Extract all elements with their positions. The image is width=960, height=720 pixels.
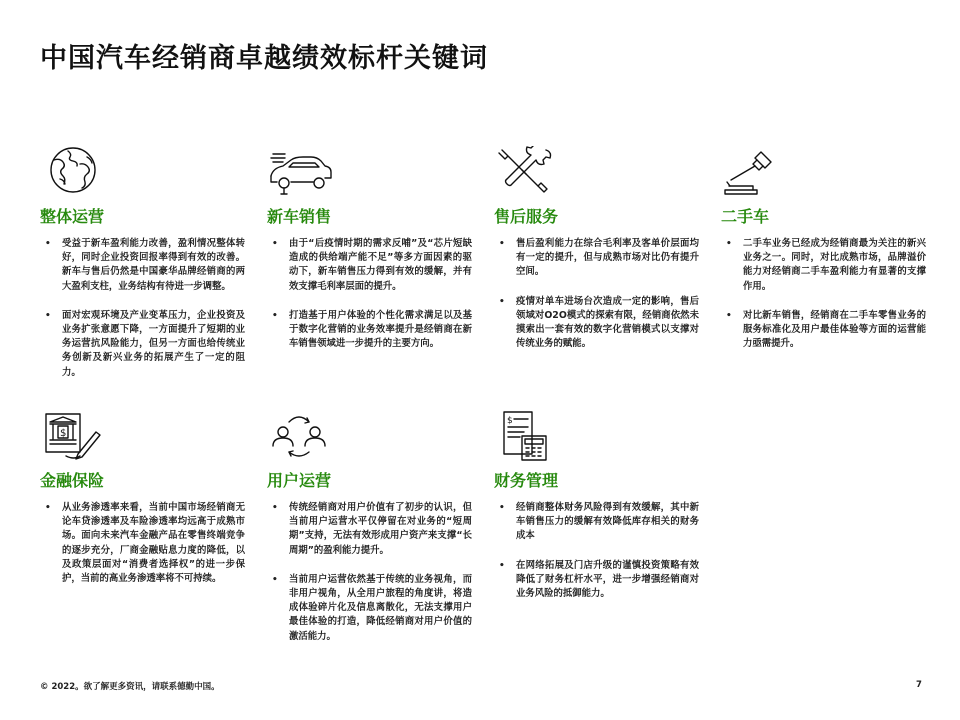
bullet-item: • 从业务渗透率来看，当前中国市场经销商无论车贷渗透率及车险渗透率均远高于成熟市场。面向未来汽车金融产品在零售终端竞争的逐步充分，厂商金融贴息力度的降低，以及政策层面对“消费者选择权”的进一步保护，当前的高业务渗透率将不可持续。 (45, 502, 245, 585)
svg-text:$: $ (507, 416, 513, 426)
bullet-text: 经销商整体财务风险得到有效缓解，其中新车销售压力的缓解有效降低库存相关的财务成本 (516, 502, 699, 542)
gavel-icon (721, 146, 787, 198)
bullet-item: • 打造基于用户体验的个性化需求满足以及基于数字化营销的业务效率提升是经销商在新车销售领域进一步提升的主要方向。 (272, 309, 472, 350)
bullet-text: 由于“后疫情时期的需求反哺”及“芯片短缺造成的供给端产能不足”等多方面因素的驱动下，新车销售压力得到有效的缓解，并有效支撑毛利率层面的提升。 (289, 238, 472, 292)
bank-document-icon (40, 410, 106, 462)
bullet-list (721, 237, 926, 366)
card-heading: 财务管理 (494, 471, 559, 490)
bullet-text: 面对宏观环境及产业变革压力，企业投资及业务扩张意愿下降，一方面提升了短期的业务运营抗风险能力，但另一方面也给传统业务创新及新兴业务的拓展产生了一定的阻力。 (62, 309, 245, 378)
page-number: 7 (916, 680, 922, 690)
bullet-item: • 面对宏观环境及产业变革压力，企业投资及业务扩张意愿下降，一方面提升了短期的业务运营抗风险能力，但另一方面也给传统业务创新及新兴业务的拓展产生了一定的阻力。 (45, 309, 245, 378)
card-heading: 二手车 (721, 207, 770, 226)
bullet-list (267, 501, 472, 659)
bullet-item: • 受益于新车盈利能力改善，盈利情况整体转好，同时企业投资回报率得到有效的改善。新车与售后仍然是中国豪华品牌经销商的两大盈利支柱，业务结构有待进一步调整。 (45, 238, 245, 292)
car-icon (267, 146, 333, 198)
bullet-text: 在网络拓展及门店升级的谨慎投资策略有效降低了财务杠杆水平，进一步增强经销商对业务风险的抵御能力。 (516, 559, 699, 600)
bullet-list (267, 237, 472, 366)
svg-text:$: $ (60, 428, 67, 439)
bullet-text: 当前用户运营依然基于传统的业务视角，而非用户视角，从全用户旅程的角度讲，将造成体验碎片化及信息离散化，无法支撑用户最佳体验的打造，降低经销商对用户价值的激活能力。 (289, 573, 472, 642)
footer-copyright: © 2022。欲了解更多资讯，请联系德勤中国。 (40, 682, 220, 692)
card-heading: 新车销售 (267, 207, 332, 226)
bullet-text: 二手车业务已经成为经销商最为关注的新兴业务之一。同时，对比成熟市场，品牌溢价能力对经销商二手车盈利能力有显著的支撑作用。 (743, 238, 926, 292)
bullet-item: • 由于“后疫情时期的需求反哺”及“芯片短缺造成的供给端产能不足”等多方面因素的驱动下，新车销售压力得到有效的缓解，并有效支撑毛利率层面的提升。 (272, 238, 472, 292)
finance-calculator-icon (494, 410, 560, 462)
bullet-text: 打造基于用户体验的个性化需求满足以及基于数字化营销的业务效率提升是经销商在新车销售领域进一步提升的主要方向。 (289, 309, 472, 350)
bullet-list (494, 237, 699, 366)
bullet-item: • 经销商整体财务风险得到有效缓解，其中新车销售压力的缓解有效降低库存相关的财务成本 (499, 502, 699, 542)
card-heading: 金融保险 (40, 471, 105, 490)
bullet-item: • 售后盈利能力在综合毛利率及客单价层面均有一定的提升，但与成熟市场对比仍有提升空间。 (499, 238, 699, 278)
bullet-text: 受益于新车盈利能力改善，盈利情况整体转好，同时企业投资回报率得到有效的改善。新车与售后仍然是中国豪华品牌经销商的两大盈利支柱，业务结构有待进一步调整。 (62, 238, 245, 292)
bullet-item: • 对比新车销售，经销商在二手车零售业务的服务标准化及用户最佳体验等方面的运营能力亟需提升。 (726, 309, 926, 350)
bullet-list (494, 501, 699, 616)
tools-icon (494, 146, 560, 198)
card-heading: 用户运营 (267, 471, 332, 490)
bullet-text: 售后盈利能力在综合毛利率及客单价层面均有一定的提升，但与成熟市场对比仍有提升空间。 (516, 238, 699, 278)
page-title: 中国汽车经销商卓越绩效标杆关键词 (40, 43, 488, 74)
bullet-text: 对比新车销售，经销商在二手车零售业务的服务标准化及用户最佳体验等方面的运营能力亟需提升。 (743, 309, 926, 350)
bullet-text: 疫情对单车进场台次造成一定的影响，售后领域对O2O模式的探索有限，经销商依然未摸索出一套有效的数字化营销模式以支撑对传统业务的赋能。 (516, 295, 699, 350)
bullet-list (40, 501, 245, 601)
card-heading: 售后服务 (494, 207, 559, 226)
globe-icon (40, 146, 106, 198)
bullet-item: • 当前用户运营依然基于传统的业务视角，而非用户视角，从全用户旅程的角度讲，将造成体验碎片化及信息离散化，无法支撑用户最佳体验的打造，降低经销商对用户价值的激活能力。 (272, 573, 472, 642)
users-cycle-icon (267, 410, 333, 462)
bullet-item: • 疫情对单车进场台次造成一定的影响，售后领域对O2O模式的探索有限，经销商依然未摸索出一套有效的数字化营销模式以支撑对传统业务的赋能。 (499, 295, 699, 350)
bullet-item: • 在网络拓展及门店升级的谨慎投资策略有效降低了财务杠杆水平，进一步增强经销商对业务风险的抵御能力。 (499, 559, 699, 600)
bullet-list (40, 237, 245, 395)
card-heading: 整体运营 (40, 207, 105, 226)
bullet-item: • 二手车业务已经成为经销商最为关注的新兴业务之一。同时，对比成熟市场，品牌溢价能力对经销商二手车盈利能力有显著的支撑作用。 (726, 238, 926, 292)
bullet-item: • 传统经销商对用户价值有了初步的认识，但当前用户运营水平仅停留在对业务的“短周期”支持，无法有效形成用户资产来支撑“长周期”的盈利能力提升。 (272, 502, 472, 556)
bullet-text: 传统经销商对用户价值有了初步的认识，但当前用户运营水平仅停留在对业务的“短周期”支持，无法有效形成用户资产来支撑“长周期”的盈利能力提升。 (289, 502, 472, 556)
bullet-text: 从业务渗透率来看，当前中国市场经销商无论车贷渗透率及车险渗透率均远高于成熟市场。面向未来汽车金融产品在零售终端竞争的逐步充分，厂商金融贴息力度的降低，以及政策层面对“消费者选择权”的进一步保护，当前的高业务渗透率将不可持续。 (62, 502, 245, 585)
